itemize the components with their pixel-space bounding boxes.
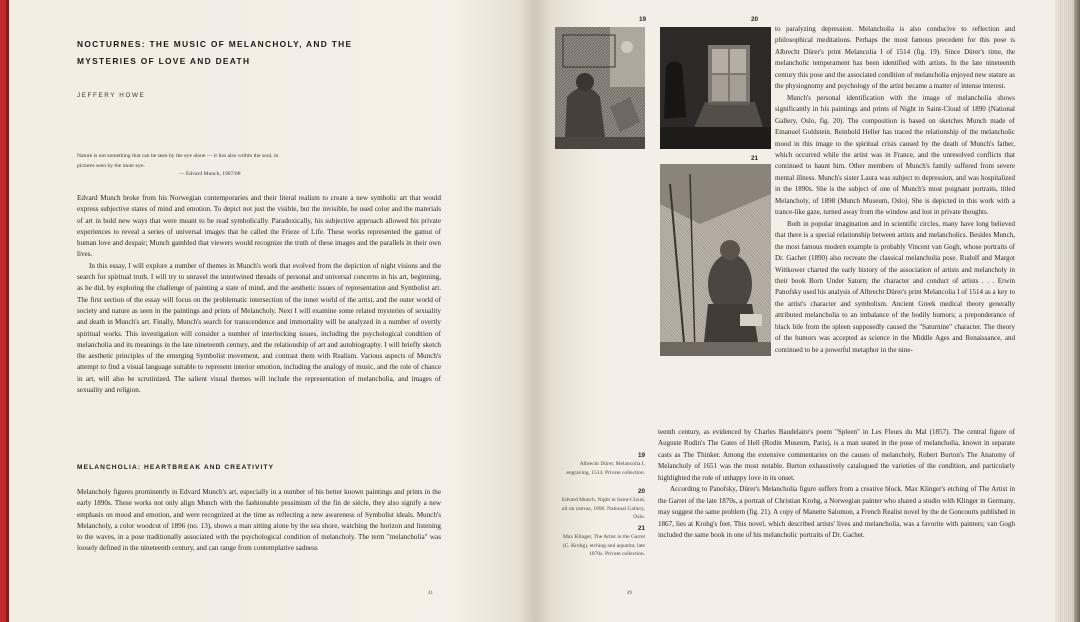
page-number-left: 41 [428,591,433,596]
figure-number-21: 21 [751,155,759,162]
right-page [535,0,1055,622]
caption-text-20: Edvard Munch, Night in Saint-Cloud, oil on canvas, 1890. National Gallery, Oslo. [561,497,645,520]
intro-text [77,193,441,396]
figure-19-durer-engraving [555,27,645,149]
right-wide-text [658,427,1015,542]
caption-number-21: 21 [637,525,645,532]
right-paragraph-4: teenth century, as evidenced by Charles Baudelaire's poem "Spleen" in Les Fleurs du Mal (1857). The central figure of Auguste Rodin's The Gates of Hell (Rodin Museum, Paris), is a man seated in the pose of melancholia, known in separate casts as The Thinker. Among the extensive commentaries on the causes of melancholy, Robert Burton's The Anatomy of Melancholy of 1651 was the most notable. Burton exhaustively catalogued the varieties of the condition, and particularly highlighted the role of unhappy love in its onset. [658,428,1015,482]
painting-image [660,27,771,149]
epigraph-quote: Nature is not something that can be seen by the eye alone — it lies also within the soul, in pictures seen by the inner eye. [77,153,279,169]
left-page [9,0,535,622]
caption-figure-21 [555,525,645,558]
section-heading: MELANCHOLIA: HEARTBREAK AND CREATIVITY [77,464,275,471]
page-stack-lines [1060,0,1074,622]
caption-text-19: Albrecht Dürer, Melancolia I, engraving, 1514. Private collection. [566,461,645,476]
right-paragraph-5: According to Panofsky, Dürer's Melancholia figure suffers from a creative block. Max Klinger's etching of The Artist in the Garret of the late 1870s, a portrait of Christian Krohg, a Norwegian painter who shared a studio with Klinger in Germany, may suggest the same problem (fig. 21). A copy of Manette Salomon, a French Realist novel by the de Goncourts published in 1867, lies at Krohg's feet. This novel, which described artists' lives and melancholia, was a favorite with painters; van Gogh included the same book in one of his melancholic portraits of Dr. Gachet. [658,485,1015,540]
engraving-image [555,27,645,149]
etching-image [660,164,771,356]
figure-20-munch-painting [660,27,771,149]
intro-paragraph-1: Edvard Munch broke from his Norwegian contemporaries and their literal realism to create a new symbolic art that would express subjective states of mind and emotion. To depict not just the visible, but the invisible, he used color and the materials of art in bold new ways that were meant to be read symbolically. Paradoxically, his subjective approach allowed his private experiences to reveal a series of universal images that he called the Frieze of Life. These works represented the gamut of human love and despair; Munch gambled that viewers would recognize the truth of these images and the parallels in their own lives. [77,194,441,259]
chapter-author: JEFFERY HOWE [77,92,146,99]
intro-paragraph-2: In this essay, I will explore a number of themes in Munch's work that evolved from the depiction of night visions and the search for spiritual truth. I will try to unravel the intertwined threads of personal and universal concerns in his art, beginning, as he did, by exploring the challenge of painting a state of mind, and the aesthetic issues of representation and Symbolist art. The first section of the essay will focus on the problematic intersection of the inner world of the artist, and the outer world of society and nature as seen in the paintings and prints of Melancholy. Next I will examine some related mysteries of sexuality and death in Munch's art. Finally, Munch's search for transcendence and immortality will be analyzed in a number of overtly spiritual works. This investigation will consider a number of interlocking issues, including the psychological condition of melancholia and its meanings in the late nineteenth century, and the relationship of art and autobiography. I will briefly sketch the aesthetic principles of the emerging Symbolist movement, and contrast them with Realism. Various aspects of Munch's attempt to find a visual language suitable to represent interior emotion, including the analogy of music, and the role of chance in art, will also be scrutinized. The salient visual themes will include the representation of melancholia, and images of sexuality and religion. [77,261,441,395]
figure-number-19: 19 [639,16,647,23]
chapter-title: NOCTURNES: THE MUSIC OF MELANCHOLY, AND THE MYSTERIES OF LOVE AND DEATH [77,39,353,66]
caption-number-19: 19 [637,452,645,459]
right-paragraph-1: to paralyzing depression. Melancholia is also conducive to reflection and philosophical meditations. Perhaps the most famous precedent for this pose is Albrecht Dürer's print Melancolia I of 1514 (fig. 19). Since Dürer's time, the melancholic temperament has been identified with artists. In the late nineteenth century this pose and the associated condition of melancholia enjoyed new stature as the physiognomy and psychology of the artist became a matter of intense interest. [775,25,1015,91]
figure-21-klinger-etching [660,164,771,356]
right-paragraph-3: Both in popular imagination and in scientific circles, many have long believed that there is a special relationship between artists and melancholics. Besides Munch, the most famous modern example is probably Vincent van Gogh, whose portraits of Dr. Gachet (1890) also recreate the classical melancholia pose. Rudolf and Margot Wittkower charted the early history of the association of artists and melancholy in their book Born Under Saturn; the character and conduct of artists . . . Erwin Panofsky used his analysis of Albrecht Dürer's print Melancolia I of 1514 as a key to the artist's character and symbolism. Ancient Greek medical theory generally attributed melancholia to an imbalance of the bodily humors; a preponderance of black bile from the spleen supposedly caused the "Saturnine" character. The theory of the humors was accepted as science in the Middle Ages and Renaissance, and continued to be a powerful metaphor in the nine- [775,219,1015,354]
right-column-text [775,24,1015,356]
caption-figure-20 [555,488,645,521]
epigraph-attribution: — Edvard Munch, 1907/08 [179,171,241,177]
section-paragraph: Melancholy figures prominently in Edvard Munch's art, especially in a number of his better known paintings and prints in the early 1890s. These works not only align Munch with the fashionable pessimism of the fin de siècle, they also signify a new emphasis on mood and emotion, and were recognized at the time as reflecting a new awareness of Symbolist ideals. Munch's Melancholy, a color woodcut of 1896 (no. 13), shows a man sitting alone by the sea shore, watching the horizon and listening to the waves, in a pose traditionally associated with the psychological condition of melancholy. The term "melancholia" was loosely defined in the nineteenth century, and can range from contemplative sadness [77,488,441,553]
caption-text-21: Max Klinger, The Artist in the Garret (C. Krohg), etching and aquatint, late 1870s. Private collection. [562,534,645,557]
right-paragraph-2: Munch's personal identification with the image of melancholia shows significantly in his paintings and prints of Night in Saint-Cloud of 1890 (National Gallery, Oslo, fig. 20). The composition is based on sketches Munch made of Emanuel Goldstein. Reinhold Heller has traced the relationship of the melancholic mood in this image to the spiritual crisis caused by the death of Munch's father, which occurred while the artist was in France, and the unresolved conflicts that continued to haunt him. Other members of Munch's family suffered from severe mental illness. Munch's sister Laura was subject to depression, and was hospitalized in the 1890s. She is the subject of one of Munch's most poignant portraits, titled Melancholy, of 1898 (Munch Museum, Oslo). She is depicted in this work with a trance-like gaze, turned away from the window and lost in private thoughts. [775,93,1015,217]
caption-figure-19 [555,452,645,477]
section-text [77,487,441,555]
page-number-right: 49 [627,591,632,596]
caption-number-20: 20 [637,488,645,495]
figure-number-20: 20 [751,16,759,23]
